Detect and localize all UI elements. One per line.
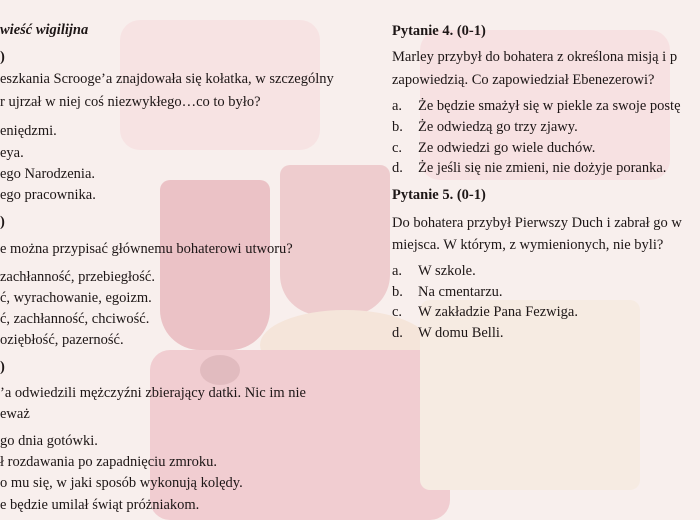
question-4-text: zapowiedzią. Co zapowiedział Ebenezerowi? bbox=[392, 72, 655, 88]
question-3-text: eważ bbox=[0, 406, 30, 422]
question-5-option-a: a. W szkole. bbox=[392, 263, 476, 279]
question-2-option: ć, wyrachowanie, egoizm. bbox=[0, 290, 152, 306]
question-3-option: e będzie umilał świąt próżniakom. bbox=[0, 497, 200, 513]
question-2-heading: ) bbox=[0, 214, 5, 230]
question-4-text: Marley przybył do bohatera z określona misją i p bbox=[392, 49, 678, 65]
question-5-text: miejsca. W którym, z wymienionych, nie byli? bbox=[392, 237, 664, 253]
question-4-option-a: a. Że będzie smażył się w piekle za swoje postę bbox=[392, 98, 681, 114]
question-3-option: ł rozdawania po zapadnięciu zmroku. bbox=[0, 454, 218, 470]
question-2-option: oziębłość, pazerność. bbox=[0, 332, 124, 348]
question-2-option: ć, zachłanność, chciwość. bbox=[0, 311, 150, 327]
question-1-option: eniędzmi. bbox=[0, 123, 57, 139]
question-5-option-c: c. W zakładzie Pana Fezwiga. bbox=[392, 304, 578, 320]
question-3-option: o mu się, w jaki sposób wykonują kolędy. bbox=[0, 475, 243, 491]
question-2-text: e można przypisać głównemu bohaterowi utworu? bbox=[0, 241, 293, 257]
question-1-option: ego pracownika. bbox=[0, 187, 96, 203]
question-5-option-b: b. Na cmentarzu. bbox=[392, 284, 503, 300]
question-1-text: r ujrzał w niej coś niezwykłego…co to było? bbox=[0, 94, 261, 110]
question-3-heading: ) bbox=[0, 359, 5, 375]
question-4-heading: Pytanie 4. (0-1) bbox=[392, 23, 486, 39]
question-4-option-c: c. Ze odwiedzi go wiele duchów. bbox=[392, 140, 596, 156]
question-5-text: Do bohatera przybył Pierwszy Duch i zabrał go w bbox=[392, 215, 682, 231]
question-1-option: ego Narodzenia. bbox=[0, 166, 96, 182]
question-5-option-d: d. W domu Belli. bbox=[392, 325, 504, 341]
document-title: wieść wigilijna bbox=[0, 22, 89, 38]
question-2-option: zachłanność, przebiegłość. bbox=[0, 269, 155, 285]
question-4-option-b: b. Że odwiedzą go trzy zjawy. bbox=[392, 119, 578, 135]
question-1-text: eszkania Scrooge’a znajdowała się kołatka, w szczególny bbox=[0, 71, 334, 87]
question-4-option-d: d. Że jeśli się nie zmieni, nie dożyje poranka. bbox=[392, 160, 667, 176]
question-5-heading: Pytanie 5. (0-1) bbox=[392, 187, 486, 203]
question-1-heading: ) bbox=[0, 49, 5, 65]
question-3-option: go dnia gotówki. bbox=[0, 433, 98, 449]
question-1-option: eya. bbox=[0, 145, 24, 161]
question-3-text: ’a odwiedzili mężczyźni zbierający datki. Nic im nie bbox=[0, 385, 306, 401]
